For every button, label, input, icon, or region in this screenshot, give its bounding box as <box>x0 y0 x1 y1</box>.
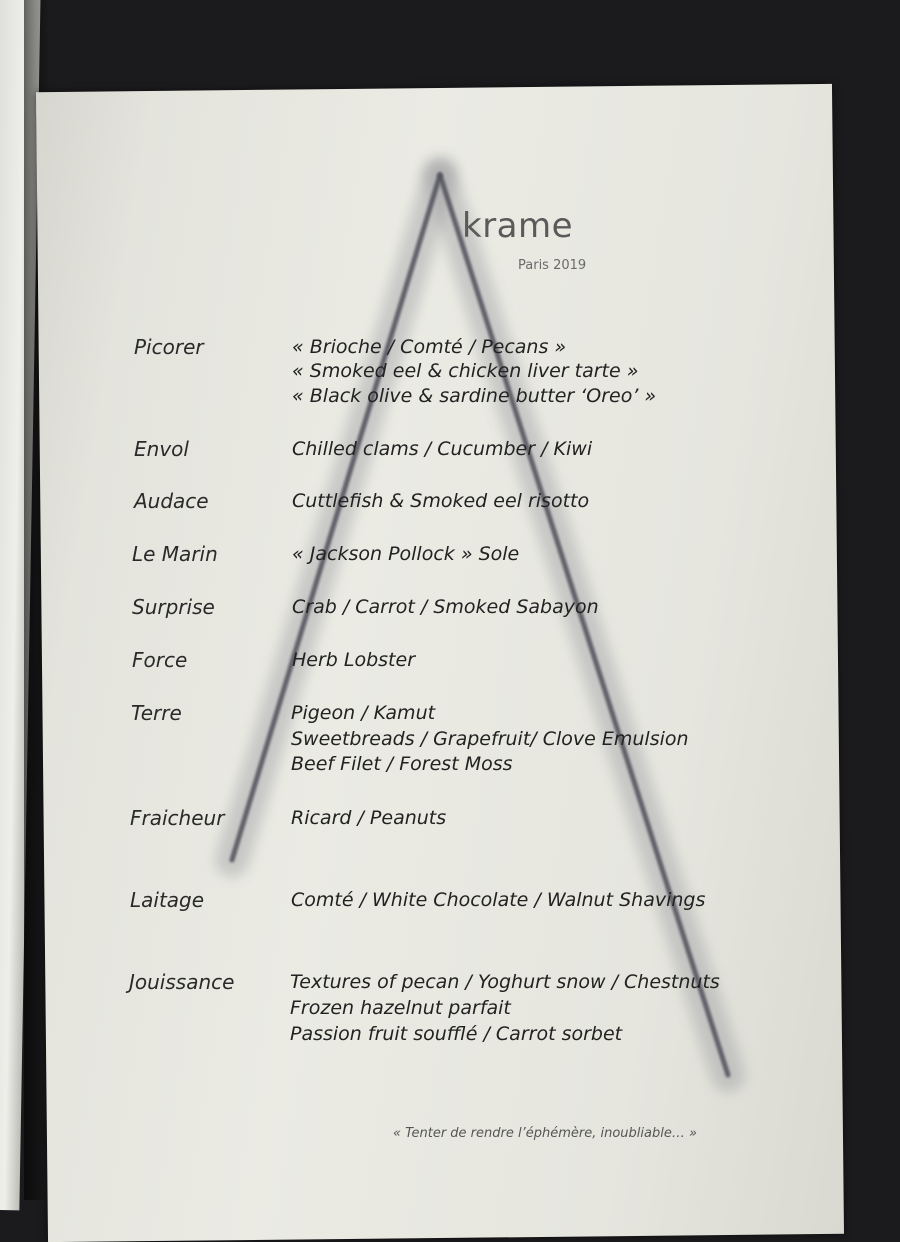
course-name: Force <box>132 648 188 672</box>
dish-line: Beef Filet / Forest Moss <box>291 753 513 775</box>
dish-line: Comté / White Chocolate / Walnut Shavings <box>291 889 706 911</box>
course-name: Picorer <box>134 335 204 359</box>
course-name: Jouissance <box>129 970 235 994</box>
dish-line: Ricard / Peanuts <box>291 807 447 829</box>
dish-line: Crab / Carrot / Smoked Sabayon <box>292 596 599 618</box>
dish-line: Chilled clams / Cucumber / Kiwi <box>292 438 593 460</box>
dish-line: « Smoked eel & chicken liver tarte » <box>292 360 639 382</box>
dish-line: Sweetbreads / Grapefruit/ Clove Emulsion <box>291 728 689 750</box>
course-name: Surprise <box>132 595 215 619</box>
course-name: Terre <box>131 701 182 725</box>
dish-line: « Brioche / Comté / Pecans » <box>292 336 567 358</box>
dish-line: « Black olive & sardine butter ‘Oreo’ » <box>292 385 657 407</box>
city-year: Paris 2019 <box>518 258 587 273</box>
dish-line: Pigeon / Kamut <box>291 702 436 724</box>
course-name: Envol <box>134 437 189 461</box>
footer-tagline: « Tenter de rendre l’éphémère, inoubliable… » <box>393 1126 697 1141</box>
dish-line: Herb Lobster <box>292 649 416 671</box>
dish-line: Textures of pecan / Yoghurt snow / Chestnuts <box>290 971 720 993</box>
dish-line: Cuttlefish & Smoked eel risotto <box>292 490 590 512</box>
course-name: Le Marin <box>132 542 218 566</box>
dish-line: Frozen hazelnut parfait <box>290 997 511 1019</box>
brand-name: krame <box>462 206 574 246</box>
dish-line: « Jackson Pollock » Sole <box>292 543 520 565</box>
dish-line: Passion fruit soufflé / Carrot sorbet <box>290 1023 623 1045</box>
course-name: Audace <box>134 489 209 513</box>
course-name: Fraicheur <box>130 806 225 830</box>
course-name: Laitage <box>130 888 205 912</box>
